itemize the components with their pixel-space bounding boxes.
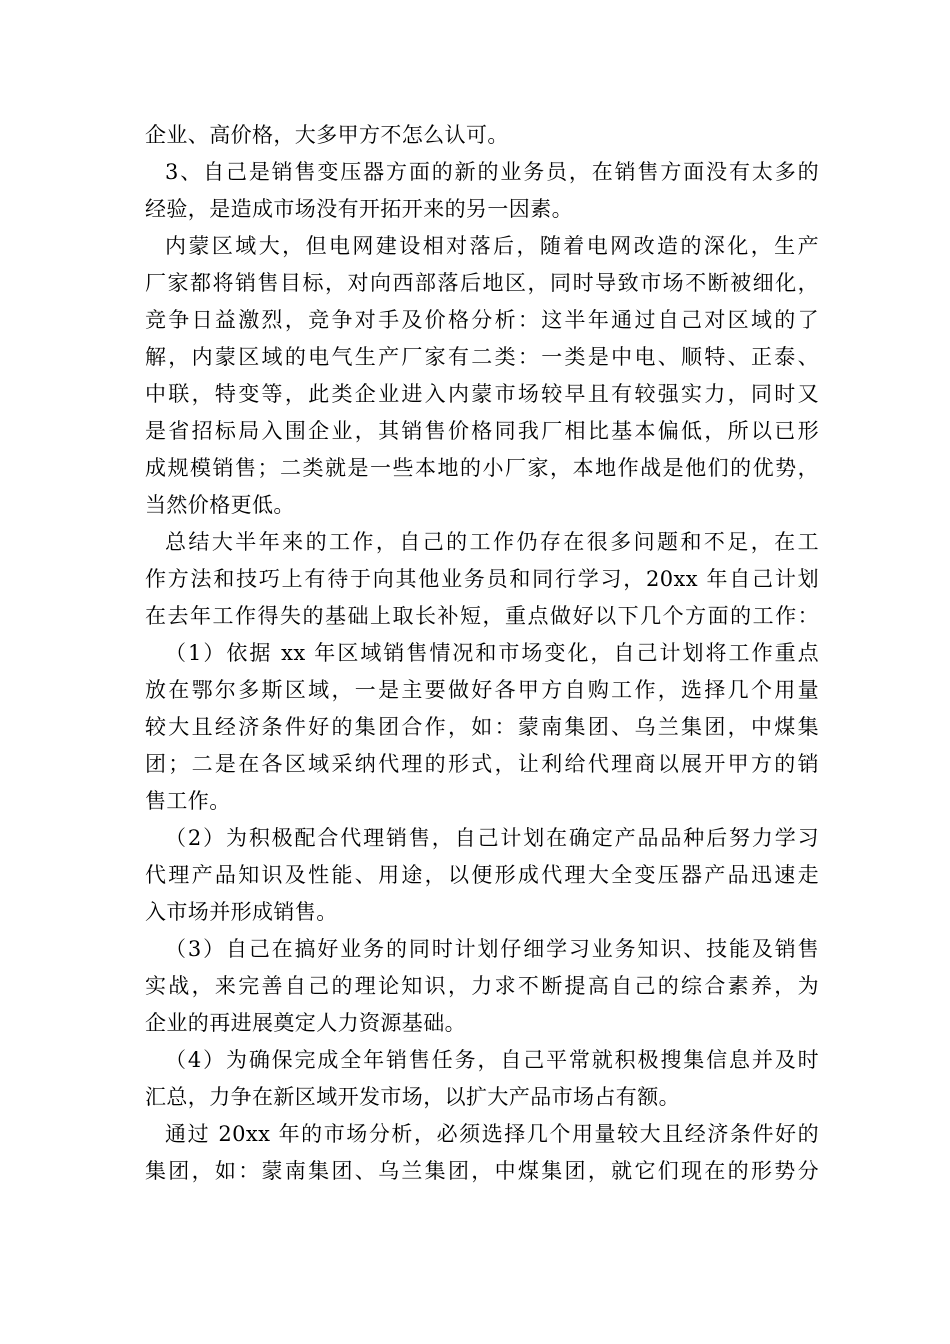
text-line: （3）自己在搞好业务的同时计划仔细学习业务知识、技能及销售	[165, 937, 819, 961]
text-line: 团；二是在各区域采纳代理的形式，让利给代理商以展开甲方的销	[145, 752, 819, 776]
text-line: 较大且经济条件好的集团合作，如：蒙南集团、乌兰集团，中煤集	[145, 715, 819, 739]
text-line: 厂家都将销售目标，对向西部落后地区，同时导致市场不断被细化，	[145, 271, 819, 295]
text-line: 内蒙区域大，但电网建设相对落后，随着电网改造的深化，生产	[165, 234, 819, 258]
text-line: 中联，特变等，此类企业进入内蒙市场较早且有较强实力，同时又	[145, 382, 819, 406]
text-line: 当然价格更低。	[145, 493, 295, 517]
text-line: 是省招标局入围企业，其销售价格同我厂相比基本偏低，所以已形	[145, 419, 819, 443]
text-line: 集团，如：蒙南集团、乌兰集团，中煤集团，就它们现在的形势分	[145, 1159, 819, 1183]
text-line: 售工作。	[145, 789, 231, 813]
text-line: 通过 20xx 年的市场分析，必须选择几个用量较大且经济条件好的	[165, 1122, 819, 1146]
text-line: 代理产品知识及性能、用途，以便形成代理大全变压器产品迅速走	[145, 863, 819, 887]
text-line: 实战，来完善自己的理论知识，力求不断提高自己的综合素养，为	[145, 974, 819, 998]
text-line: 汇总，力争在新区域开发市场，以扩大产品市场占有额。	[145, 1085, 680, 1109]
text-line: 解，内蒙区域的电气生产厂家有二类：一类是中电、顺特、正泰、	[145, 345, 819, 369]
text-line: 企业的再进展奠定人力资源基础。	[145, 1011, 466, 1035]
text-line: 总结大半年来的工作，自己的工作仍存在很多问题和不足，在工	[165, 530, 819, 554]
text-line: 竞争日益激烈，竞争对手及价格分析：这半年通过自己对区域的了	[145, 308, 819, 332]
text-line: 3、自己是销售变压器方面的新的业务员，在销售方面没有太多的	[165, 160, 819, 184]
text-line: 作方法和技巧上有待于向其他业务员和同行学习，20xx 年自己计划	[145, 567, 819, 591]
text-line: 经验，是造成市场没有开拓开来的另一因素。	[145, 197, 573, 221]
text-line: 入市场并形成销售。	[145, 900, 338, 924]
text-line: （4）为确保完成全年销售任务，自己平常就积极搜集信息并及时	[165, 1048, 819, 1072]
text-line: 企业、高价格，大多甲方不怎么认可。	[145, 123, 509, 147]
text-line: （1）依据 xx 年区域销售情况和市场变化，自己计划将工作重点	[165, 641, 819, 665]
text-line: 在去年工作得失的基础上取长补短，重点做好以下几个方面的工作：	[145, 604, 819, 628]
text-line: 放在鄂尔多斯区域，一是主要做好各甲方自购工作，选择几个用量	[145, 678, 819, 702]
text-line: 成规模销售；二类就是一些本地的小厂家，本地作战是他们的优势，	[145, 456, 819, 480]
text-line: （2）为积极配合代理销售，自己计划在确定产品品种后努力学习	[165, 826, 819, 850]
